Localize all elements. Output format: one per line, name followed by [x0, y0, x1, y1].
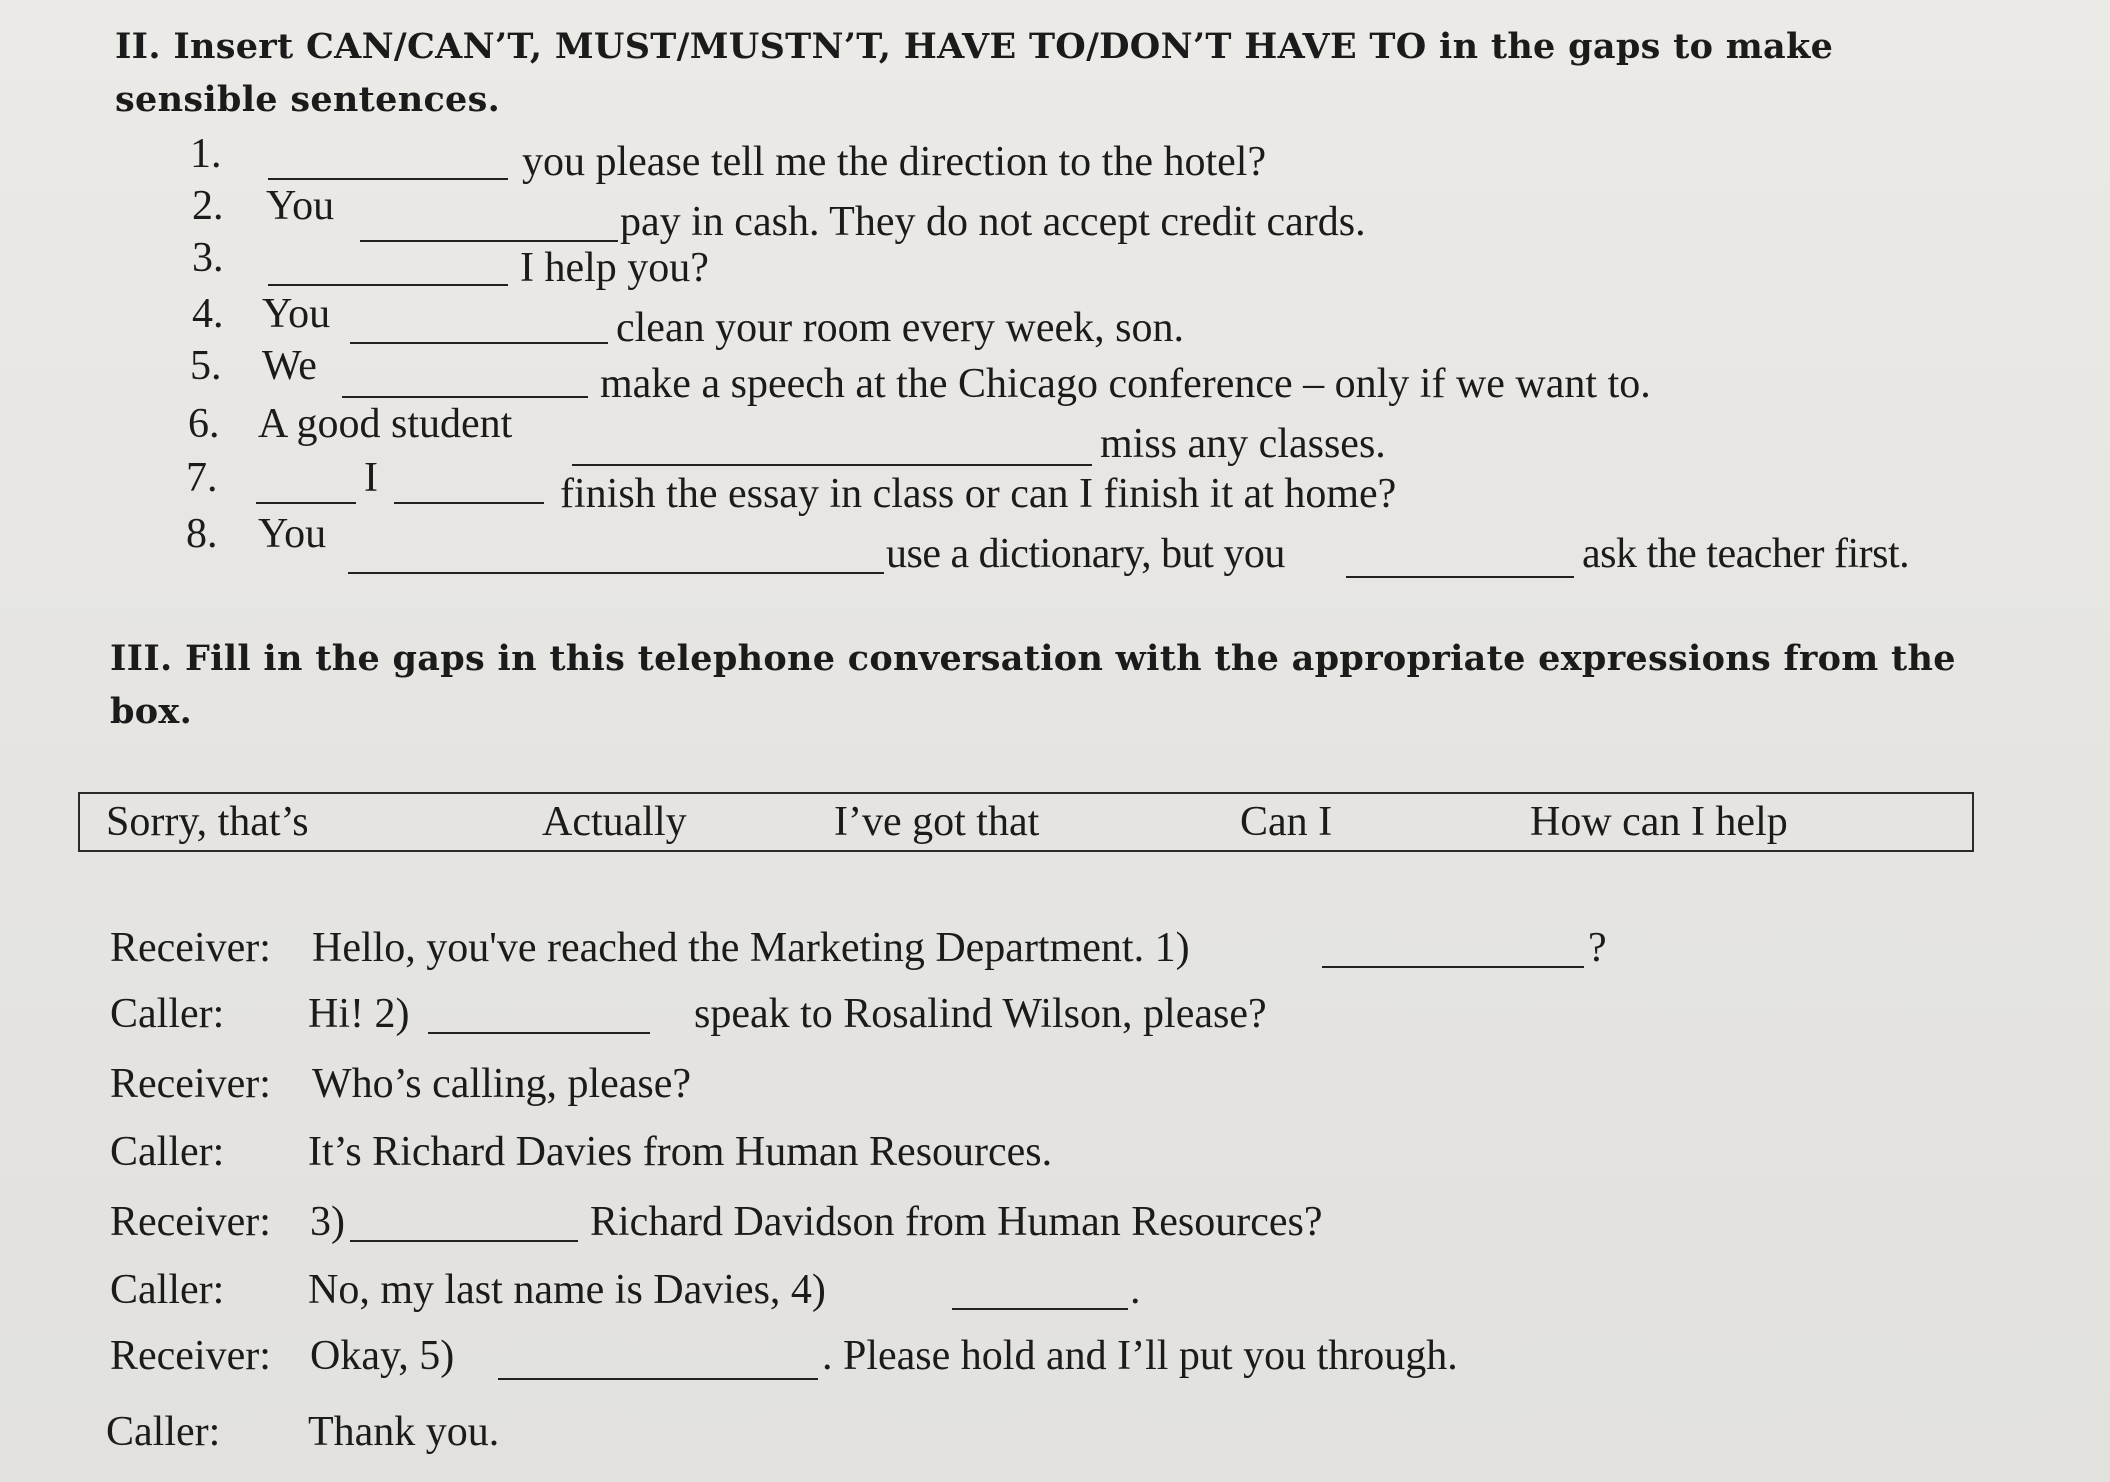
dialogue-text: Who’s calling, please? — [312, 1061, 692, 1107]
item-number: 2. — [192, 183, 224, 229]
dialogue-text: Thank you. — [308, 1409, 500, 1455]
answer-blank[interactable] — [572, 464, 1092, 466]
dialogue-text: Hello, you've reached the Marketing Department. 1) — [312, 925, 1190, 971]
item-text: use a dictionary, but you — [886, 531, 1285, 577]
item-text: I help you? — [520, 245, 709, 291]
dialogue-text: . — [1130, 1267, 1141, 1313]
answer-blank[interactable] — [1346, 576, 1574, 578]
expressions-box — [78, 792, 1974, 852]
dialogue-text: No, my last name is Davies, 4) — [308, 1267, 826, 1313]
speaker-label: Caller: — [110, 1267, 225, 1313]
dialogue-text: Okay, 5) — [310, 1333, 455, 1379]
answer-blank[interactable] — [1322, 966, 1584, 968]
speaker-label: Receiver: — [110, 1333, 271, 1379]
answer-blank[interactable] — [394, 502, 544, 504]
section-2-heading: II. Insert CAN/CAN’T, MUST/MUSTN’T, HAVE TO/DON’T HAVE TO in the gaps to make sensible sentences. — [115, 26, 1834, 120]
item-number: 3. — [192, 235, 224, 281]
answer-blank[interactable] — [952, 1308, 1128, 1310]
item-subject: We — [262, 343, 317, 389]
speaker-label: Receiver: — [110, 1061, 271, 1107]
item-text: you please tell me the direction to the hotel? — [522, 139, 1267, 185]
item-text: finish the essay in class or can I finish it at home? — [560, 471, 1397, 517]
answer-blank[interactable] — [348, 572, 884, 574]
item-subject: A good student — [258, 401, 513, 447]
answer-blank[interactable] — [256, 502, 356, 504]
item-subject: You — [262, 291, 331, 337]
speaker-label: Receiver: — [110, 925, 271, 971]
box-expression-2: Actually — [542, 799, 687, 845]
answer-blank[interactable] — [350, 342, 608, 344]
section-3-heading: III. Fill in the gaps in this telephone conversation with the appropriate expressions from the box. — [110, 638, 1956, 732]
speaker-label: Caller: — [110, 991, 225, 1037]
speaker-label: Caller: — [110, 1129, 225, 1175]
item-subject: You — [258, 511, 327, 557]
item-number: 1. — [190, 131, 222, 177]
item-text: ask the teacher first. — [1582, 531, 1910, 577]
item-subject: You — [266, 183, 335, 229]
item-text: make a speech at the Chicago conference – only if we want to. — [600, 361, 1651, 407]
answer-blank[interactable] — [350, 1240, 578, 1242]
answer-blank[interactable] — [360, 240, 618, 242]
item-number: 6. — [188, 401, 220, 447]
answer-blank[interactable] — [342, 396, 588, 398]
dialogue-text: ? — [1588, 925, 1607, 971]
speaker-label: Receiver: — [110, 1199, 271, 1245]
item-text: clean your room every week, son. — [616, 305, 1184, 351]
dialogue-text: Hi! 2) — [308, 991, 410, 1037]
box-expression-4: Can I — [1240, 799, 1333, 845]
box-expression-3: I’ve got that — [834, 799, 1040, 845]
box-expression-5: How can I help — [1530, 799, 1788, 845]
item-number: 4. — [192, 291, 224, 337]
dialogue-text: It’s Richard Davies from Human Resources. — [308, 1129, 1053, 1175]
answer-blank[interactable] — [268, 178, 508, 180]
item-subject: I — [364, 455, 378, 501]
answer-blank[interactable] — [428, 1032, 650, 1034]
item-number: 7. — [186, 455, 218, 501]
answer-blank[interactable] — [268, 284, 508, 286]
dialogue-text: Richard Davidson from Human Resources? — [590, 1199, 1323, 1245]
speaker-label: Caller: — [106, 1409, 221, 1455]
dialogue-text: 3) — [310, 1199, 345, 1245]
box-expression-1: Sorry, that’s — [106, 799, 309, 845]
dialogue-text: . Please hold and I’ll put you through. — [822, 1333, 1458, 1379]
dialogue-text: speak to Rosalind Wilson, please? — [694, 991, 1267, 1037]
answer-blank[interactable] — [498, 1378, 818, 1380]
item-text: miss any classes. — [1100, 421, 1386, 467]
item-text: pay in cash. They do not accept credit cards. — [620, 199, 1366, 245]
item-number: 5. — [190, 343, 222, 389]
item-number: 8. — [186, 511, 218, 557]
